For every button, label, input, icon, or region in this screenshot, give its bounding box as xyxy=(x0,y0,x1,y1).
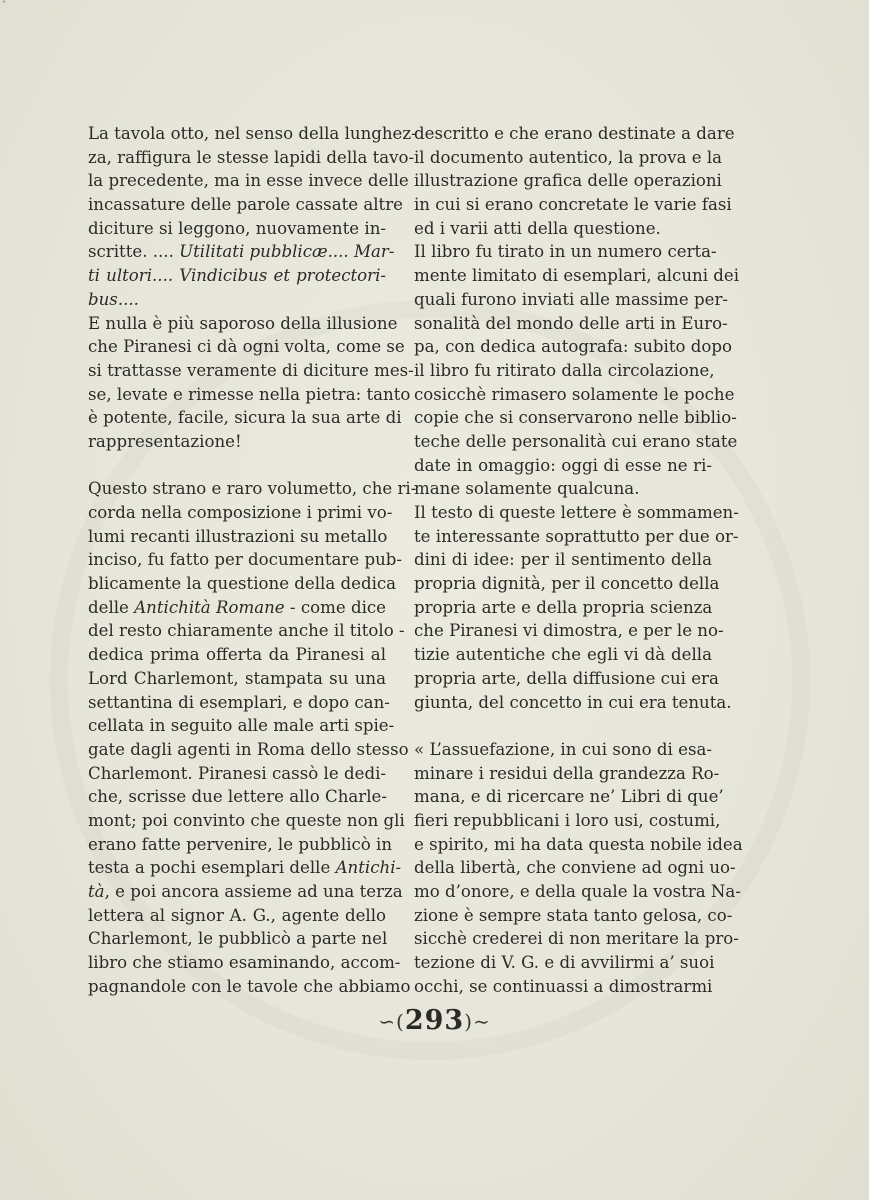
text-line: blicamente la questione della dedica xyxy=(88,574,397,594)
corner-mark: ˄ xyxy=(2,0,6,9)
text-line: è potente, facile, sicura la sua arte di xyxy=(88,408,402,428)
text-line: mana, e di ricercare ne’ Libri di que’ xyxy=(414,787,724,807)
text-line: illustrazione grafica delle operazioni xyxy=(414,171,722,191)
text-line: za, raffigura le stesse lapidi della tavo- xyxy=(88,147,415,167)
text-line: La tavola otto, nel senso della lunghez- xyxy=(88,124,417,143)
left-text-column xyxy=(88,122,417,998)
folio-right-ornament: )∼ xyxy=(464,1009,491,1034)
text-line: ti ultori.... Vindicibus et protectori- xyxy=(88,266,386,286)
text-line: corda nella composizione i primi vo- xyxy=(88,503,393,522)
text-line: sicchè crederei di non meritare la pro- xyxy=(414,929,739,949)
text-line: propria arte e della propria scienza xyxy=(414,597,713,617)
text-line: dedica prima offerta da Piranesi al xyxy=(88,645,386,665)
text-line: E nulla è più saporoso della illusione xyxy=(88,313,398,333)
text-line: Charlemont. Piranesi cassò le dedi- xyxy=(88,763,386,783)
text-line: mane solamente qualcuna. xyxy=(414,479,640,499)
text-line: il documento autentico, la prova e la xyxy=(414,147,723,167)
page-number xyxy=(0,1005,869,1036)
text-line: in cui si erano concretate le varie fasi xyxy=(414,195,732,215)
text-line: rappresentazione! xyxy=(88,431,242,451)
text-line: settantina di esemplari, e dopo can- xyxy=(88,692,390,712)
text-line: copie che si conservarono nelle biblio- xyxy=(414,408,737,428)
text-line: cosicchè rimasero solamente le poche xyxy=(414,384,735,404)
text-line: pagnandole con le tavole che abbiamo xyxy=(88,976,411,996)
paragraph-gap xyxy=(88,454,386,478)
text-line: Lord Charlemont, stampata su una xyxy=(88,668,386,688)
text-line: Il testo di queste lettere è sommamen- xyxy=(414,503,739,522)
text-line: tezione di V. G. e di avvilirmi a’ suoi xyxy=(414,953,715,973)
text-line: occhi, se continuassi a dimostrarmi xyxy=(414,976,713,996)
text-line: se, levate e rimesse nella pietra: tanto xyxy=(88,384,411,404)
text-line: bus.... xyxy=(88,289,139,309)
text-line: giunta, del concetto in cui era tenuta. xyxy=(414,692,732,712)
text-line: incassature delle parole cassate altre xyxy=(88,195,403,215)
text-line: Questo strano e raro volumetto, che ri- xyxy=(88,479,417,499)
text-line: del resto chiaramente anche il titolo - xyxy=(88,621,405,641)
text-line: lumi recanti illustrazioni su metallo xyxy=(88,526,388,546)
folio-left-ornament: ∽( xyxy=(378,1009,405,1034)
text-line: che, scrisse due lettere allo Charle- xyxy=(88,787,387,807)
paragraph-gap xyxy=(414,714,712,738)
page-number-value: 293 xyxy=(404,1005,465,1036)
text-line: la precedente, ma in esse invece delle xyxy=(88,171,409,191)
text-line: ed i varii atti della questione. xyxy=(414,218,661,238)
text-line: date in omaggio: oggi di esse ne ri- xyxy=(414,455,712,475)
text-line: sonalità del mondo delle arti in Euro- xyxy=(414,313,728,333)
text-line: te interessante soprattutto per due or- xyxy=(414,526,739,546)
text-line: testa a pochi esemplari delle Antichi- xyxy=(88,858,402,878)
text-line: pa, con dedica autografa: subito dopo xyxy=(414,337,733,357)
text-line: Charlemont, le pubblicò a parte nel xyxy=(88,929,388,949)
text-line: delle Antichità Romane - come dice xyxy=(88,597,386,617)
text-line: erano fatte pervenire, le pubblicò in xyxy=(88,834,393,854)
text-line: teche delle personalità cui erano state xyxy=(414,431,738,451)
text-line: « L’assuefazione, in cui sono di esa- xyxy=(414,739,712,759)
text-line: mente limitato di esemplari, alcuni dei xyxy=(414,266,740,286)
text-line: scritte. .... Utilitati pubblicæ.... Mar- xyxy=(88,242,395,262)
text-line: il libro fu ritirato dalla circolazione, xyxy=(414,360,715,380)
text-line: che Piranesi ci dà ogni volta, come se xyxy=(88,337,405,357)
text-line: inciso, fu fatto per documentare pub- xyxy=(88,550,403,570)
text-line: dini di idee: per il sentimento della xyxy=(414,550,712,570)
right-text-column xyxy=(414,122,743,998)
text-line: tizie autentiche che egli vi dà della xyxy=(414,645,712,665)
text-line: libro che stiamo esaminando, accom- xyxy=(88,953,401,973)
text-line: e spirito, mi ha data questa nobile idea xyxy=(414,834,743,854)
text-line: fieri repubblicani i loro usi, costumi, xyxy=(414,810,721,830)
text-line: gate dagli agenti in Roma dello stesso xyxy=(88,739,409,759)
text-line: mont; poi convinto che queste non gli xyxy=(88,810,405,830)
text-line: mo d’onore, e della quale la vostra Na- xyxy=(414,882,741,901)
text-line: zione è sempre stata tanto gelosa, co- xyxy=(414,905,733,925)
text-line: cellata in seguito alle male arti spie- xyxy=(88,716,395,736)
text-line: descritto e che erano destinate a dare xyxy=(414,124,735,143)
text-line: quali furono inviati alle massime per- xyxy=(414,289,728,309)
text-line: che Piranesi vi dimostra, e per le no- xyxy=(414,621,724,641)
text-line: lettera al signor A. G., agente dello xyxy=(88,905,386,925)
text-line: minare i residui della grandezza Ro- xyxy=(414,763,720,783)
text-line: propria dignità, per il concetto della xyxy=(414,574,720,594)
text-line: diciture si leggono, nuovamente in- xyxy=(88,218,386,238)
text-line: della libertà, che conviene ad ogni uo- xyxy=(414,858,736,878)
text-line: tà, e poi ancora assieme ad una terza xyxy=(88,882,403,901)
text-line: si trattasse veramente di diciture mes- xyxy=(88,360,414,380)
text-line: Il libro fu tirato in un numero certa- xyxy=(414,242,717,262)
text-line: propria arte, della diffusione cui era xyxy=(414,668,719,688)
